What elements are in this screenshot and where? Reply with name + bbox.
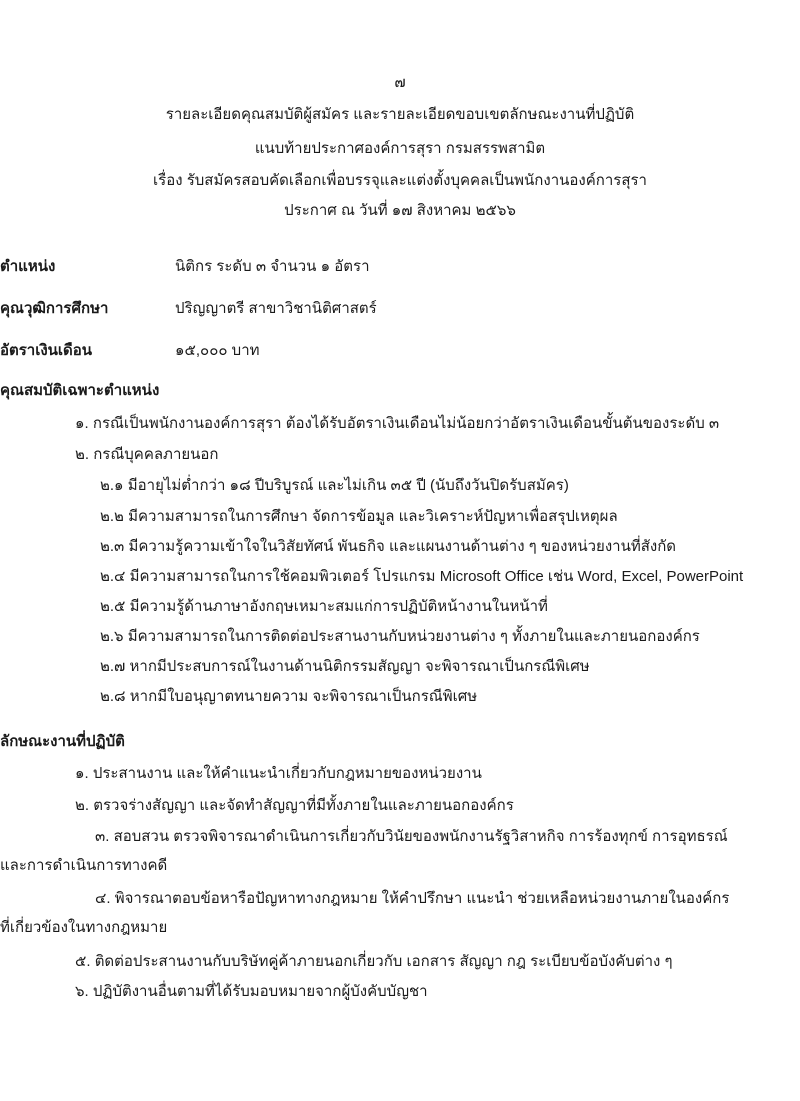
education-value: ปริญญาตรี สาขาวิชานิติศาสตร์ <box>175 300 377 317</box>
date-line: ประกาศ ณ วันที่ ๑๗ สิงหาคม ๒๕๖๖ <box>284 202 516 219</box>
duty-item: ๖. ปฏิบัติงานอื่นตามที่ได้รับมอบหมายจากผู้บังคับบัญชา <box>75 983 428 1000</box>
title-line-2: แนบท้ายประกาศองค์การสุรา กรมสรรพสามิต <box>254 140 546 157</box>
duty-item: ๑. ประสานงาน และให้คำแนะนำเกี่ยวกับกฎหมายของหน่วยงาน <box>75 765 482 782</box>
qualification-sub-item: ๒.๗ หากมีประสบการณ์ในงานด้านนิติกรรมสัญญา จะพิจารณาเป็นกรณีพิเศษ <box>100 658 590 675</box>
qualification-sub-item: ๒.๔ มีความสามารถในการใช้คอมพิวเตอร์ โปรแกรม Microsoft Office เช่น Word, Excel, PowerPoint <box>100 568 744 585</box>
qualification-sub-item: ๒.๘ หากมีใบอนุญาตทนายความ จะพิจารณาเป็นกรณีพิเศษ <box>100 688 478 705</box>
position-value: นิติกร ระดับ ๓ จำนวน ๑ อัตรา <box>175 258 370 275</box>
duties-heading: ลักษณะงานที่ปฏิบัติ <box>0 733 125 750</box>
qualification-item: ๒. กรณีบุคคลภายนอก <box>75 446 219 463</box>
duty-item: ๔. พิจารณาตอบข้อหารือปัญหาทางกฎหมาย ให้คำปรึกษา แนะนำ ช่วยเหลือหน่วยงานภายในองค์กร <box>95 890 730 907</box>
page-number: ๗ <box>394 74 406 91</box>
education-label: คุณวุฒิการศึกษา <box>0 300 109 317</box>
salary-value: ๑๕,๐๐๐ บาท <box>175 342 260 359</box>
duty-item: ๒. ตรวจร่างสัญญา และจัดทำสัญญาที่มีทั้งภายในและภายนอกองค์กร <box>75 797 514 814</box>
duty-item-continuation: และการดำเนินการทางคดี <box>0 857 168 874</box>
qualification-sub-item: ๒.๕ มีความรู้ด้านภาษาอังกฤษเหมาะสมแก่การปฏิบัติหน้างานในหน้าที่ <box>100 598 548 615</box>
duty-item: ๕. ติดต่อประสานงานกับบริษัทคู่ค้าภายนอกเกี่ยวกับ เอกสาร สัญญา กฎ ระเบียบข้อบังคับต่าง ๆ <box>75 953 673 970</box>
duty-item-continuation: ที่เกี่ยวข้องในทางกฎหมาย <box>0 919 168 936</box>
title-line-1: รายละเอียดคุณสมบัติผู้สมัคร และรายละเอียดขอบเขตลักษณะงานที่ปฏิบัติ <box>165 106 635 123</box>
title-line-3: เรื่อง รับสมัครสอบคัดเลือกเพื่อบรรจุและแต่งตั้งบุคคลเป็นพนักงานองค์การสุรา <box>153 172 647 189</box>
qualification-sub-item: ๒.๒ มีความสามารถในการศึกษา จัดการข้อมูล และวิเคราะห์ปัญหาเพื่อสรุปเหตุผล <box>100 508 618 525</box>
qualifications-heading: คุณสมบัติเฉพาะตำแหน่ง <box>0 382 160 399</box>
qualification-item: ๑. กรณีเป็นพนักงานองค์การสุรา ต้องได้รับอัตราเงินเดือนไม่น้อยกว่าอัตราเงินเดือนขั้นต้นของระดับ ๓ <box>75 415 720 432</box>
duty-item: ๓. สอบสวน ตรวจพิจารณาดำเนินการเกี่ยวกับวินัยของพนักงานรัฐวิสาหกิจ การร้องทุกข์ การอุทธรณ์ <box>95 828 728 845</box>
qualification-sub-item: ๒.๓ มีความรู้ความเข้าใจในวิสัยทัศน์ พันธกิจ และแผนงานด้านต่าง ๆ ของหน่วยงานที่สังกัด <box>100 538 677 555</box>
qualification-sub-item: ๒.๖ มีความสามารถในการติดต่อประสานงานกับหน่วยงานต่าง ๆ ทั้งภายในและภายนอกองค์กร <box>100 628 700 645</box>
salary-label: อัตราเงินเดือน <box>0 342 93 359</box>
qualification-sub-item: ๒.๑ มีอายุไม่ต่ำกว่า ๑๘ ปีบริบูรณ์ และไม่เกิน ๓๕ ปี (นับถึงวันปิดรับสมัคร) <box>100 477 569 494</box>
position-label: ตำแหน่ง <box>0 258 56 275</box>
